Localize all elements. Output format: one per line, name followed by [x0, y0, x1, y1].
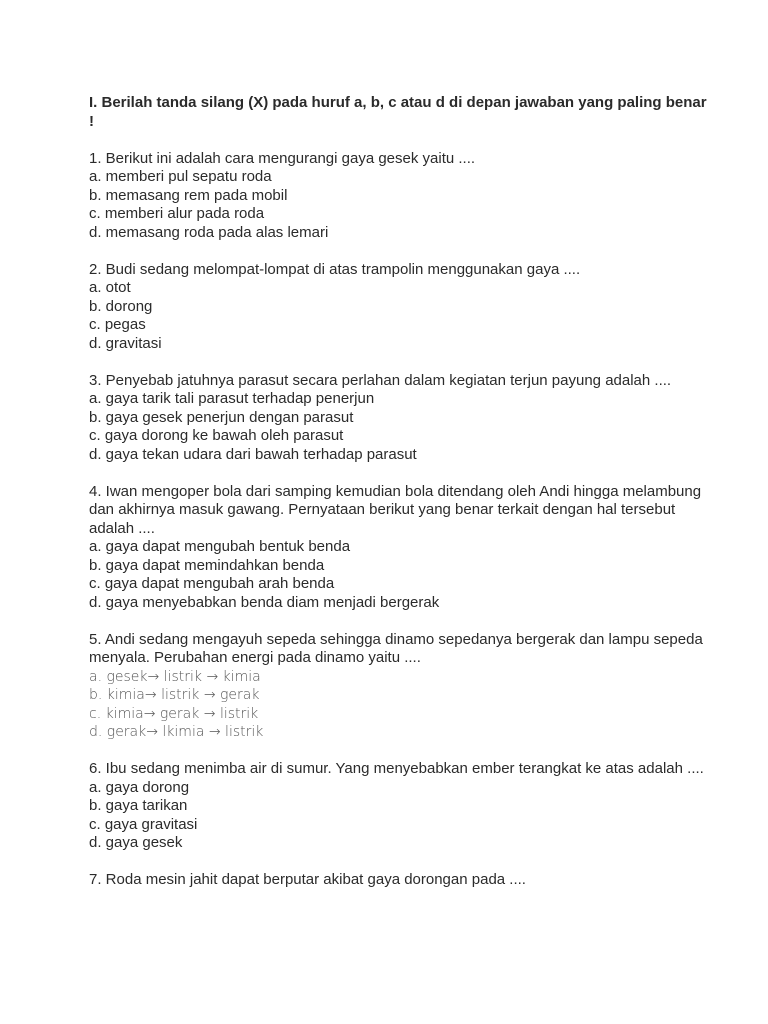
- question-6: [89, 760, 709, 853]
- question-3: [89, 372, 709, 465]
- option-a: a. gaya dorong: [89, 778, 190, 796]
- option-a: a. otot: [89, 279, 131, 296]
- question-stem: 5. Andi sedang mengayuh sepeda sehingga dinamo sepedanya bergerak dan lampu sepeda menyala. Perubahan energi pada dinamo yaitu ....: [89, 630, 703, 666]
- option-d: d. gaya tekan udara dari bawah terhadap parasut: [89, 445, 417, 463]
- option-c: c. memberi alur pada roda: [89, 205, 265, 222]
- option-d: d. memasang roda pada alas lemari: [89, 223, 329, 241]
- option-b: b. dorong: [89, 297, 153, 315]
- option-d: d. gaya gesek: [89, 834, 183, 851]
- option-c: c. kimia→ gerak → listrik: [89, 705, 259, 722]
- question-stem: 3. Penyebab jatuhnya parasut secara perlahan dalam kegiatan terjun payung adalah ....: [89, 371, 672, 389]
- option-list: [89, 279, 709, 353]
- option-list: [89, 668, 709, 742]
- option-list: [89, 168, 709, 242]
- option-d: d. gerak→ lkimia → listrik: [89, 724, 264, 740]
- worksheet: [89, 94, 709, 908]
- option-c: c. gaya dapat mengubah arah benda: [89, 575, 335, 592]
- question-stem: 4. Iwan mengoper bola dari samping kemudian bola ditendang oleh Andi hingga melambung dan akhirnya masuk gawang. Pernyataan berikut yang benar terkait dengan hal tersebut adalah ....: [89, 482, 702, 537]
- option-b: b. gaya gesek penerjun dengan parasut: [89, 408, 354, 426]
- option-c: c. gaya dorong ke bawah oleh parasut: [89, 427, 344, 444]
- option-d: d. gravitasi: [89, 334, 162, 352]
- option-a: a. gaya tarik tali parasut terhadap penerjun: [89, 390, 375, 407]
- question-stem: 2. Budi sedang melompat-lompat di atas trampolin menggunakan gaya ....: [89, 260, 581, 278]
- option-c: c. pegas: [89, 316, 146, 333]
- question-4: [89, 483, 709, 613]
- question-stem: 1. Berikut ini adalah cara mengurangi gaya gesek yaitu ....: [89, 149, 476, 167]
- question-7: [89, 871, 709, 890]
- instruction-heading: I. Berilah tanda silang (X) pada huruf a, b, c atau d di depan jawaban yang paling benar !: [89, 94, 707, 130]
- question-5: [89, 631, 709, 742]
- option-b: b. gaya dapat memindahkan benda: [89, 556, 325, 574]
- option-b: b. gaya tarikan: [89, 797, 188, 814]
- option-d: d. gaya menyebabkan benda diam menjadi bergerak: [89, 593, 440, 611]
- option-a: a. gaya dapat mengubah bentuk benda: [89, 538, 351, 555]
- option-b: b. kimia→ listrik → gerak: [89, 687, 260, 703]
- question-stem: 6. Ibu sedang menimba air di sumur. Yang menyebabkan ember terangkat ke atas adalah ....: [89, 760, 704, 777]
- option-a: a. gesek→ listrik → kimia: [89, 668, 261, 685]
- option-list: [89, 779, 709, 853]
- option-list: [89, 390, 709, 464]
- option-c: c. gaya gravitasi: [89, 815, 198, 833]
- option-a: a. memberi pul sepatu roda: [89, 168, 272, 185]
- question-1: [89, 150, 709, 243]
- question-stem: 7. Roda mesin jahit dapat berputar akibat gaya dorongan pada ....: [89, 871, 526, 888]
- question-2: [89, 261, 709, 354]
- option-list: [89, 538, 709, 612]
- option-b: b. memasang rem pada mobil: [89, 186, 288, 204]
